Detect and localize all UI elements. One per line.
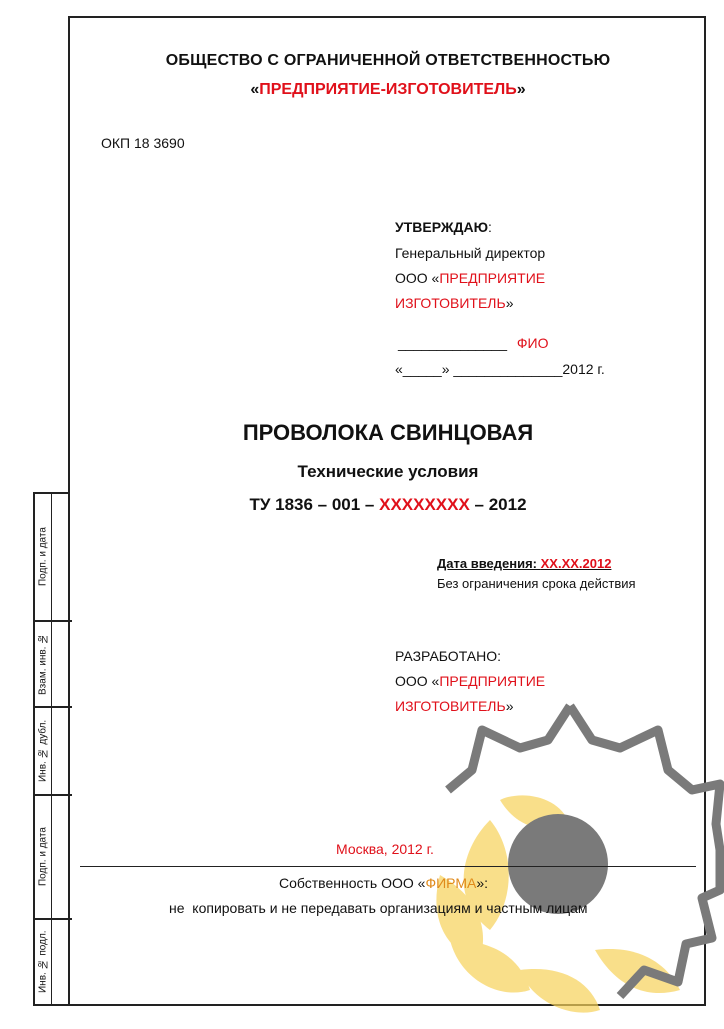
stamp-label: Инв. № подл.	[37, 930, 49, 994]
approve-label: УТВЕРЖДАЮ	[395, 219, 489, 235]
intro-date: ХХ.ХХ.2012	[540, 556, 612, 571]
intro-date-line	[437, 556, 611, 571]
developed-org-name2: ИЗГОТОВИТЕЛЬ	[395, 698, 506, 714]
intro-label: Дата введения:	[437, 556, 537, 571]
property-name: ФИРМА	[425, 875, 477, 891]
quote-close: »	[516, 81, 526, 98]
developed-org-line2	[395, 698, 513, 714]
tu-prefix: ТУ 1836 – 001 –	[249, 495, 380, 514]
okp-code: ОКП 18 3690	[101, 135, 185, 151]
gear-watermark-icon	[420, 700, 724, 1024]
developed-heading: РАЗРАБОТАНО:	[395, 648, 502, 664]
copy-notice: не копировать и не передавать организациям и частным лицам	[169, 900, 588, 916]
footer-divider	[80, 866, 696, 867]
approve-org-name1: ПРЕДПРИЯТИЕ	[439, 270, 546, 286]
signature-line: ______________	[398, 335, 508, 351]
approve-position: Генеральный директор	[395, 245, 546, 261]
developed-org-prefix: ООО «	[395, 673, 440, 689]
developed-org-suffix: »	[505, 698, 514, 714]
document-title: ПРОВОЛОКА СВИНЦОВАЯ	[242, 420, 534, 445]
fio-label: ФИО	[516, 335, 549, 351]
stamp-column	[33, 492, 70, 1006]
intro-note: Без ограничения срока действия	[437, 576, 636, 591]
org-name-heading: ОБЩЕСТВО С ОГРАНИЧЕННОЙ ОТВЕТСТВЕННОСТЬЮ	[165, 52, 611, 69]
developed-org-line1	[395, 673, 545, 689]
approve-heading	[395, 219, 492, 235]
stamp-cell	[35, 920, 72, 1006]
developed-org-name1: ПРЕДПРИЯТИЕ	[439, 673, 546, 689]
approve-org-prefix: ООО «	[395, 270, 440, 286]
stamp-cell	[35, 796, 72, 920]
tu-suffix: – 2012	[469, 495, 527, 514]
approve-org-name2: ИЗГОТОВИТЕЛЬ	[395, 295, 506, 311]
tu-code: XXXXXXXX	[379, 495, 470, 514]
stamp-cell	[35, 622, 72, 708]
quote-open: «	[250, 81, 260, 98]
org-name-line	[70, 81, 706, 99]
city-year: Москва, 2012 г.	[336, 841, 434, 857]
stamp-label: Подп. и дата	[37, 527, 49, 587]
approve-org-suffix: »	[505, 295, 514, 311]
org-name-highlight: ПРЕДПРИЯТИЕ-ИЗГОТОВИТЕЛЬ	[259, 81, 517, 98]
stamp-label: Инв. № дубл.	[37, 719, 49, 783]
property-line	[279, 875, 488, 891]
stamp-cell	[35, 708, 72, 796]
approve-date-line: «_____» ______________2012 г.	[395, 361, 605, 377]
stamp-label: Взам. инв. №	[37, 632, 49, 696]
signature-row	[398, 335, 549, 351]
stamp-cell	[35, 494, 72, 622]
property-suffix: »:	[476, 875, 489, 891]
stamp-label: Подп. и дата	[37, 827, 49, 887]
approve-org-line2	[395, 295, 513, 311]
approve-colon: :	[488, 219, 492, 235]
approve-org-line1	[395, 270, 545, 286]
tu-number	[70, 495, 706, 515]
document-subtitle: Технические условия	[297, 462, 479, 481]
property-prefix: Собственность ООО «	[279, 875, 426, 891]
